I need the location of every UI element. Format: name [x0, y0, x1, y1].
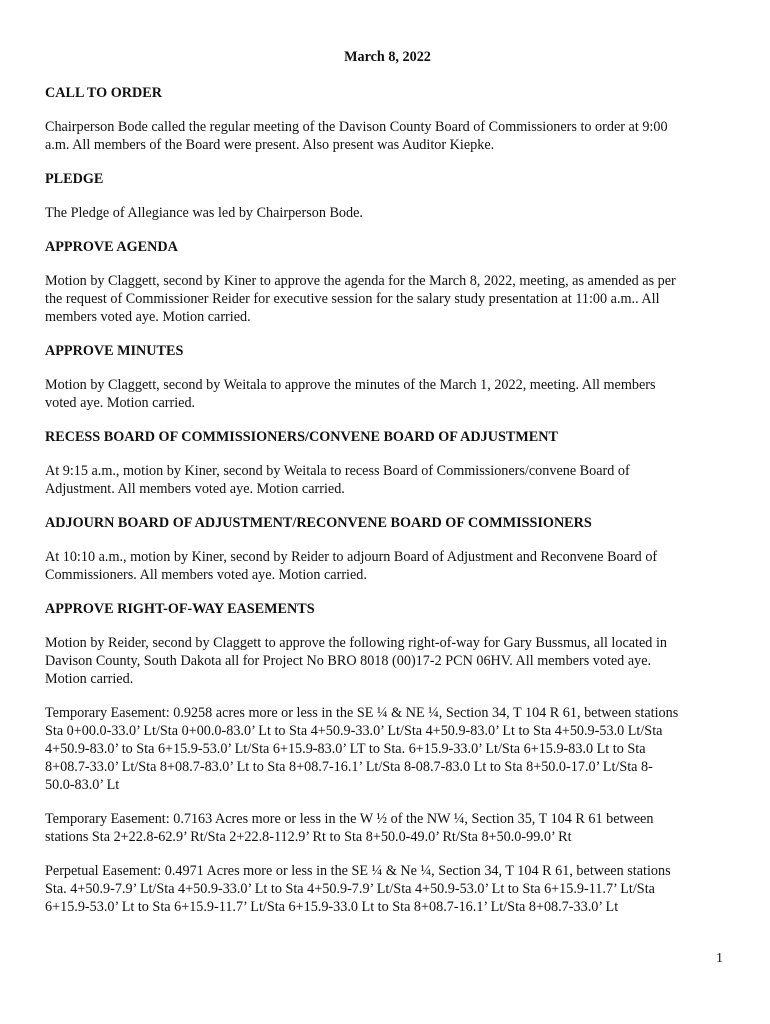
paragraph-line: 6+15.9-53.0’ Lt to Sta 6+15.9-11.7’ Lt/Sta 6+15.9-33.0 Lt to Sta 8+08.7-16.1’ Lt/Sta 8+08.7-33.0’ Lt: [45, 899, 619, 915]
document-body: [45, 48, 730, 932]
paragraph-line: members voted aye. Motion carried.: [45, 309, 251, 325]
paragraph-line: Sta. 4+50.9-7.9’ Lt/Sta 4+50.9-33.0’ Lt to Sta 4+50.9-7.9’ Lt/Sta 4+50.9-53.0’ Lt to Sta 6+15.9-11.7’ Lt/Sta: [45, 881, 655, 897]
section-paragraph: [45, 376, 730, 412]
paragraph-line: Motion by Claggett, second by Kiner to approve the agenda for the March 8, 2022, meeting, as amended as per: [45, 273, 676, 289]
paragraph-line: 4+50.9-83.0’ to Sta 6+15.9-53.0’ Lt/Sta 6+15.9-83.0’ LT to Sta. 6+15.9-33.0’ Lt/Sta 6+15.9-83.0 Lt to Sta: [45, 741, 646, 757]
paragraph-line: Sta 0+00.0-33.0’ Lt/Sta 0+00.0-83.0’ Lt to Sta 4+50.9-33.0’ Lt/Sta 4+50.9-83.0’ Lt to Sta 4+50.9-53.0 Lt/Sta: [45, 723, 663, 739]
paragraph-line: stations Sta 2+22.8-62.9’ Rt/Sta 2+22.8-112.9’ Rt to Sta 8+50.0-49.0’ Rt/Sta 8+50.0-99.0’ Rt: [45, 829, 572, 845]
section-heading: CALL TO ORDER: [45, 85, 162, 101]
section-heading: PLEDGE: [45, 171, 104, 187]
section-paragraph: [45, 462, 730, 498]
section-heading: APPROVE AGENDA: [45, 239, 178, 255]
section-paragraph: [45, 704, 730, 794]
page-number: 1: [716, 951, 723, 966]
paragraph-line: 50.0-83.0’ Lt: [45, 777, 120, 793]
paragraph-line: Motion by Claggett, second by Weitala to approve the minutes of the March 1, 2022, meeting. All members: [45, 377, 656, 393]
section-paragraph: [45, 548, 730, 584]
section-paragraph: [45, 634, 730, 688]
paragraph-line: Motion by Reider, second by Claggett to approve the following right-of-way for Gary Bussmus, all located in: [45, 635, 667, 651]
paragraph-line: At 10:10 a.m., motion by Kiner, second by Reider to adjourn Board of Adjustment and Reconvene Board of: [45, 549, 658, 565]
section-heading: ADJOURN BOARD OF ADJUSTMENT/RECONVENE BOARD OF COMMISSIONERS: [45, 515, 592, 531]
paragraph-line: the request of Commissioner Reider for executive session for the salary study presentation at 11:00 a.m.. All: [45, 291, 660, 307]
paragraph-line: Temporary Easement: 0.7163 Acres more or less in the W ½ of the NW ¼, Section 35, T 104 R 61 between: [45, 811, 654, 827]
paragraph-line: voted aye. Motion carried.: [45, 395, 196, 411]
paragraph-line: Temporary Easement: 0.9258 acres more or less in the SE ¼ & NE ¼, Section 34, T 104 R 61, between stations: [45, 705, 679, 721]
section-paragraph: [45, 272, 730, 326]
section-heading: RECESS BOARD OF COMMISSIONERS/CONVENE BOARD OF ADJUSTMENT: [45, 429, 558, 445]
paragraph-line: Motion carried.: [45, 671, 134, 687]
paragraph-line: Chairperson Bode called the regular meeting of the Davison County Board of Commissioners to order at 9:00: [45, 119, 668, 135]
paragraph-line: a.m. All members of the Board were present. Also present was Auditor Kiepke.: [45, 137, 495, 153]
section-paragraph: [45, 810, 730, 846]
paragraph-line: Davison County, South Dakota all for Project No BRO 8018 (00)17-2 PCN 06HV. All members voted aye.: [45, 653, 652, 669]
paragraph-line: At 9:15 a.m., motion by Kiner, second by Weitala to recess Board of Commissioners/convene Board of: [45, 463, 630, 479]
section-paragraph: [45, 204, 730, 222]
paragraph-line: The Pledge of Allegiance was led by Chairperson Bode.: [45, 205, 363, 221]
section-paragraph: [45, 118, 730, 154]
meeting-date: March 8, 2022: [344, 49, 431, 65]
paragraph-line: Commissioners. All members voted aye. Motion carried.: [45, 567, 367, 583]
paragraph-line: 8+08.7-33.0’ Lt/Sta 8+08.7-83.0’ Lt to Sta 8+08.7-16.1’ Lt/Sta 8-08.7-83.0 Lt to Sta 8+50.0-17.0’ Lt/Sta 8-: [45, 759, 653, 775]
section-heading: APPROVE RIGHT-OF-WAY EASEMENTS: [45, 601, 315, 617]
section-paragraph: [45, 862, 730, 916]
section-heading: APPROVE MINUTES: [45, 343, 184, 359]
paragraph-line: Perpetual Easement: 0.4971 Acres more or less in the SE ¼ & Ne ¼, Section 34, T 104 R 61, between stations: [45, 863, 671, 879]
paragraph-line: Adjustment. All members voted aye. Motion carried.: [45, 481, 345, 497]
